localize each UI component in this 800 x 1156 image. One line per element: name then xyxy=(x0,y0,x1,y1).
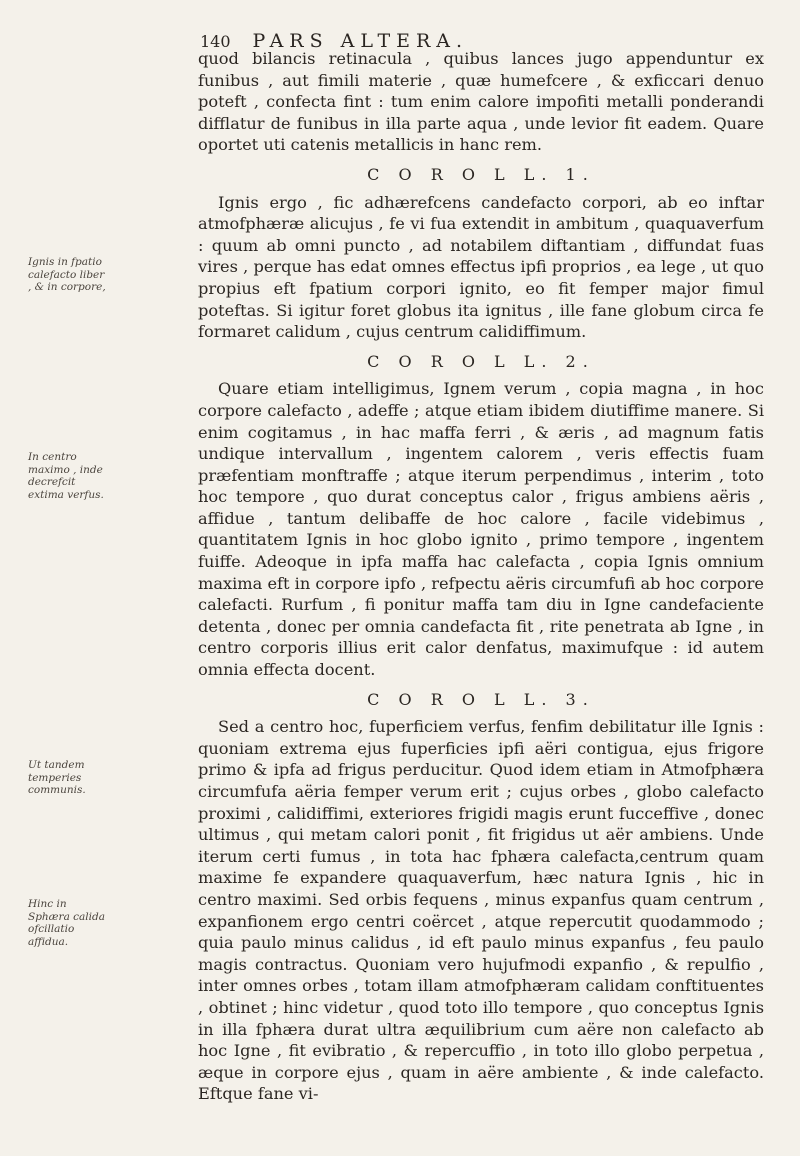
margin-note-2: In centro maximo , inde decrefcit extima verfus. xyxy=(28,451,104,501)
corollary-heading-2: C O R O L L. 2. xyxy=(367,351,595,371)
corollary-paragraph-2: Quare etiam intelligimus, Ignem verum , copia magna , in hoc corpore calefacto , adeffe ; atque etiam ibidem diutiffime manere. Si enim cogitamus , in hac maffa ferri , & æris , ad magnum fatis undique intervallum , ingentem calorem , veris effectis fuam præfentiam monftraffe ; atque iterum perpendimus , interim , toto hoc tempore , quo durat conceptus calor , frigus ambiens aëris , affidue , tantum delibaffe de hoc calore , facile videbimus , quantitatem Ignis in hoc globo ignito , primo tempore , ingentem fuiffe. Adeoque in ipfa maffa hac calefacta , copia Ignis omnium maxima eft in corpore ipfo , refpectu aëris circumfufi ab hoc corpore calefacti. Rurfum , fi ponitur maffa tam diu in Igne candefaciente detenta , donec per omnia candefacta fit , rite penetrata ab Igne , in centro corporis illius erit calor denfatus, maximufque : id autem omnia effecta docent. xyxy=(198,379,764,680)
intro-paragraph: quod bilancis retinacula , quibus lances jugo appenduntur ex funibus , aut fimili materie , quæ humefcere , & exficcari denuo poteft , confecta fint : tum enim calore impofiti metalli ponderandi difflatur de funibus in illa parte aqua , unde levior fit eadem. Quare oportet uti catenis metallicis in hanc rem. xyxy=(198,49,764,155)
corollary-heading-1: C O R O L L. 1. xyxy=(367,164,595,184)
corollary-heading-3: C O R O L L. 3. xyxy=(367,689,595,709)
corollary-paragraph-3: Sed a centro hoc, fuperficiem verfus, fenfim debilitatur ille Ignis : quoniam extrema ejus fuperficies ipfi aëri contigua, ejus frigore primo & ipfa ad frigus perducitur. Quod idem etiam in Atmofphæra circumfufa aëria femper verum erit ; cujus orbes , globo calefacto proximi , calidiffimi, exteriores frigidi magis erunt fucceffive , donec ultimus , qui metam calori ponit , fit frigidus ut aër ambiens. Unde iterum certi fumus , in tota hac fphæra calefacta,centrum quam maxime fe expandere quaquaverfum, hæc natura Ignis , hic in centro maximi. Sed orbis fequens , minus expanfus quam centrum , expanfionem ergo centri coërcet , atque repercutit quodammodo ; quia paulo minus calidus , id eft paulo minus expanfus , feu paulo magis contractus. Quoniam vero hujufmodi expanfio , & repulfio , inter omnes orbes , totam illam atmofphæram calidam conftituentes , obtinet ; hinc videtur , quod toto illo tempore , quo conceptus Ignis in illa fphæra durat ultra æquilibrium cum aëre non calefacto ab hoc Igne , fit evibratio , & repercuffio , in toto illo globo perpetua , æque in corpore ejus , quam in aëre ambiente , & inde calefacto. Eftque fane vi- xyxy=(198,717,764,1104)
margin-note-1: Ignis in fpatio calefacto liber , & in corpore, xyxy=(28,256,106,293)
running-head: PARS ALTERA. xyxy=(252,30,469,52)
corollary-paragraph-1: Ignis ergo , fic adhærefcens candefacto corpori, ab eo inftar atmofphæræ alicujus , fe vi fua extendit in ambitum , quaquaverfum : quum ab omni puncto , ad notabilem diftantiam , diffundat fuas vires , perque has edat omnes effectus ipfi proprios , ea lege , ut quo propius eft fpatium corpori ignito, eo fit femper major fimul poteftas. Si igitur foret globus ita ignitus , ille fane globum circa fe formaret calidum , cujus centrum calidiffimum. xyxy=(198,192,764,342)
page-body xyxy=(198,48,764,1105)
margin-note-3: Ut tandem temperies communis. xyxy=(28,759,86,796)
margin-note-4: Hinc in Sphæra calida ofcillatio affidua. xyxy=(28,898,106,948)
page-number: 140 xyxy=(200,32,231,51)
